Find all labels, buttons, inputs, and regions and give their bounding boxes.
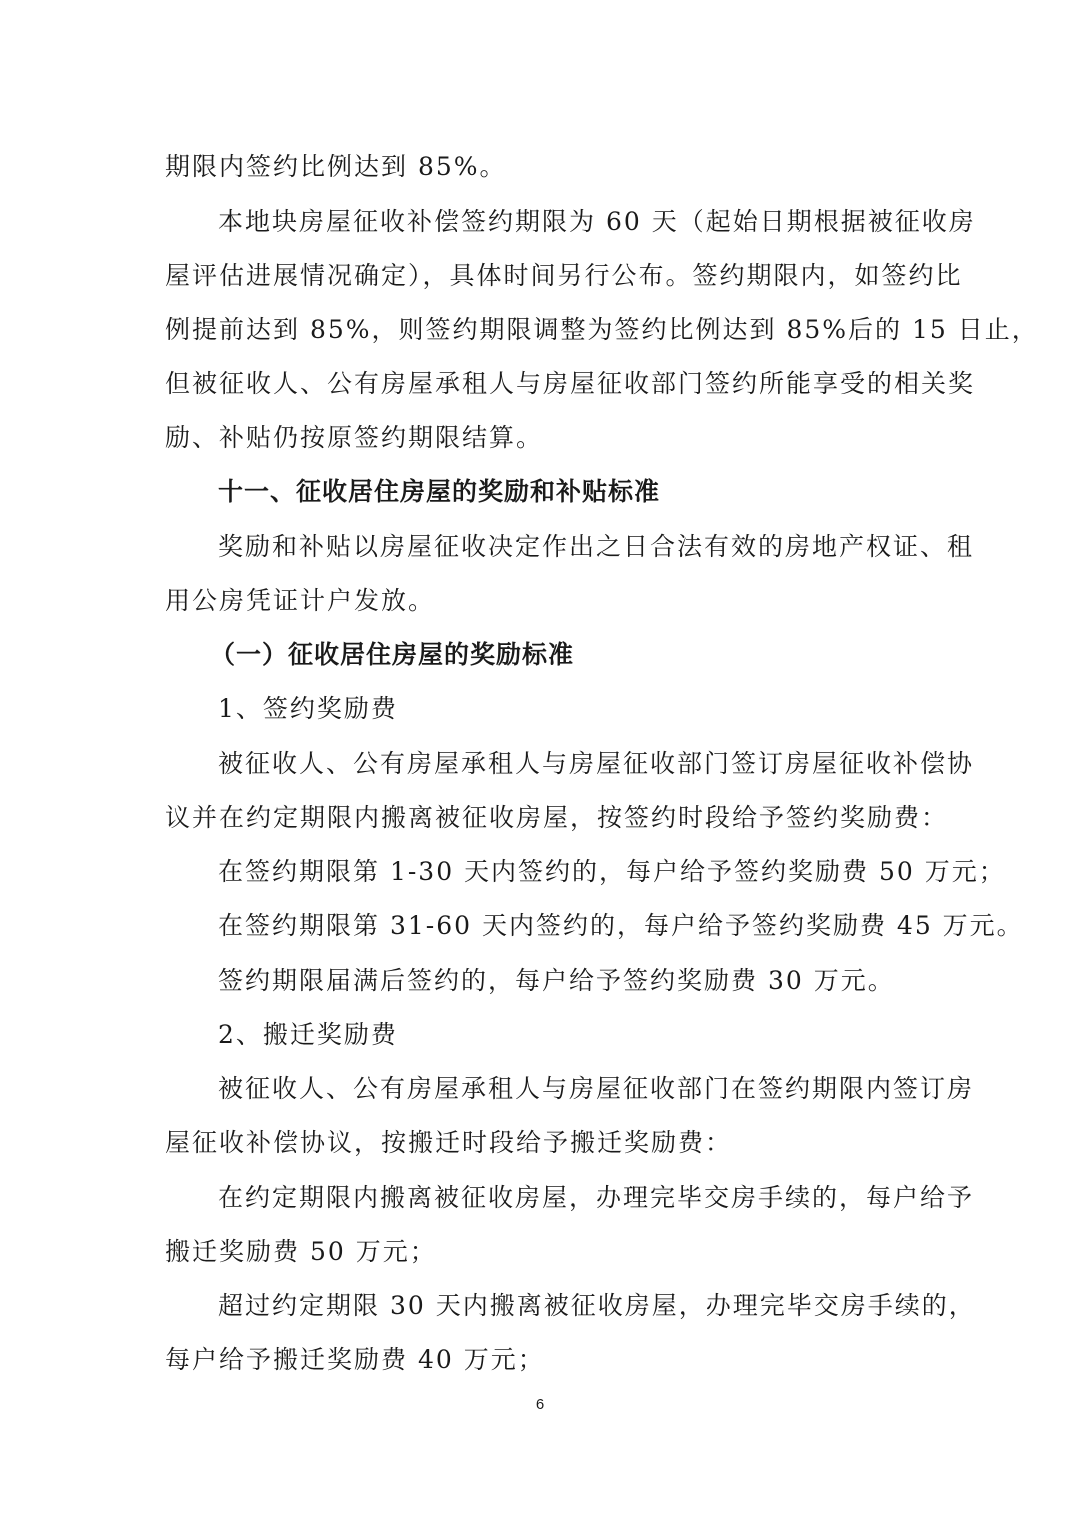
paragraph-line: 例提前达到 85%，则签约期限调整为签约比例达到 85%后的 15 日止， [165,315,1039,344]
paragraph-line: 签约期限届满后签约的，每户给予签约奖励费 30 万元。 [218,966,895,995]
paragraph-line: 用公房凭证计户发放。 [165,586,436,615]
item-heading: 1、签约奖励费 [218,694,398,723]
paragraph-line: 屋征收补偿协议，按搬迁时段给予搬迁奖励费： [165,1128,733,1157]
item-heading: 2、搬迁奖励费 [218,1020,398,1049]
paragraph-line: 屋评估进展情况确定），具体时间另行公布。签约期限内，如签约比 [165,261,963,290]
paragraph-line: 在签约期限第 1-30 天内签约的，每户给予签约奖励费 50 万元； [218,857,1006,886]
paragraph-line: 超过约定期限 30 天内搬离被征收房屋，办理完毕交房手续的， [218,1291,976,1320]
paragraph-line: 但被征收人、公有房屋承租人与房屋征收部门签约所能享受的相关奖 [165,369,976,398]
paragraph-line: 本地块房屋征收补偿签约期限为 60 天（起始日期根据被征收房 [218,207,976,236]
paragraph-line: 被征收人、公有房屋承租人与房屋征收部门签订房屋征收补偿协 [218,749,975,778]
paragraph-line: 搬迁奖励费 50 万元； [165,1237,437,1266]
section-heading: 十一、征收居住房屋的奖励和补贴标准 [218,477,661,506]
paragraph-line: 在签约期限第 31-60 天内签约的，每户给予签约奖励费 45 万元。 [218,911,1024,940]
paragraph-line: 奖励和补贴以房屋征收决定作出之日合法有效的房地产权证、租 [218,532,975,561]
paragraph-line: 期限内签约比例达到 85%。 [165,152,507,181]
subsection-heading: （一）征收居住房屋的奖励标准 [210,640,575,669]
paragraph-line: 每户给予搬迁奖励费 40 万元； [165,1345,545,1374]
paragraph-line: 被征收人、公有房屋承租人与房屋征收部门在签约期限内签订房 [218,1074,975,1103]
paragraph-line: 励、补贴仍按原签约期限结算。 [165,423,544,452]
paragraph-line: 在约定期限内搬离被征收房屋，办理完毕交房手续的，每户给予 [218,1183,975,1212]
page-number: 6 [535,1396,545,1413]
paragraph-line: 议并在约定期限内搬离被征收房屋，按签约时段给予签约奖励费： [165,803,949,832]
